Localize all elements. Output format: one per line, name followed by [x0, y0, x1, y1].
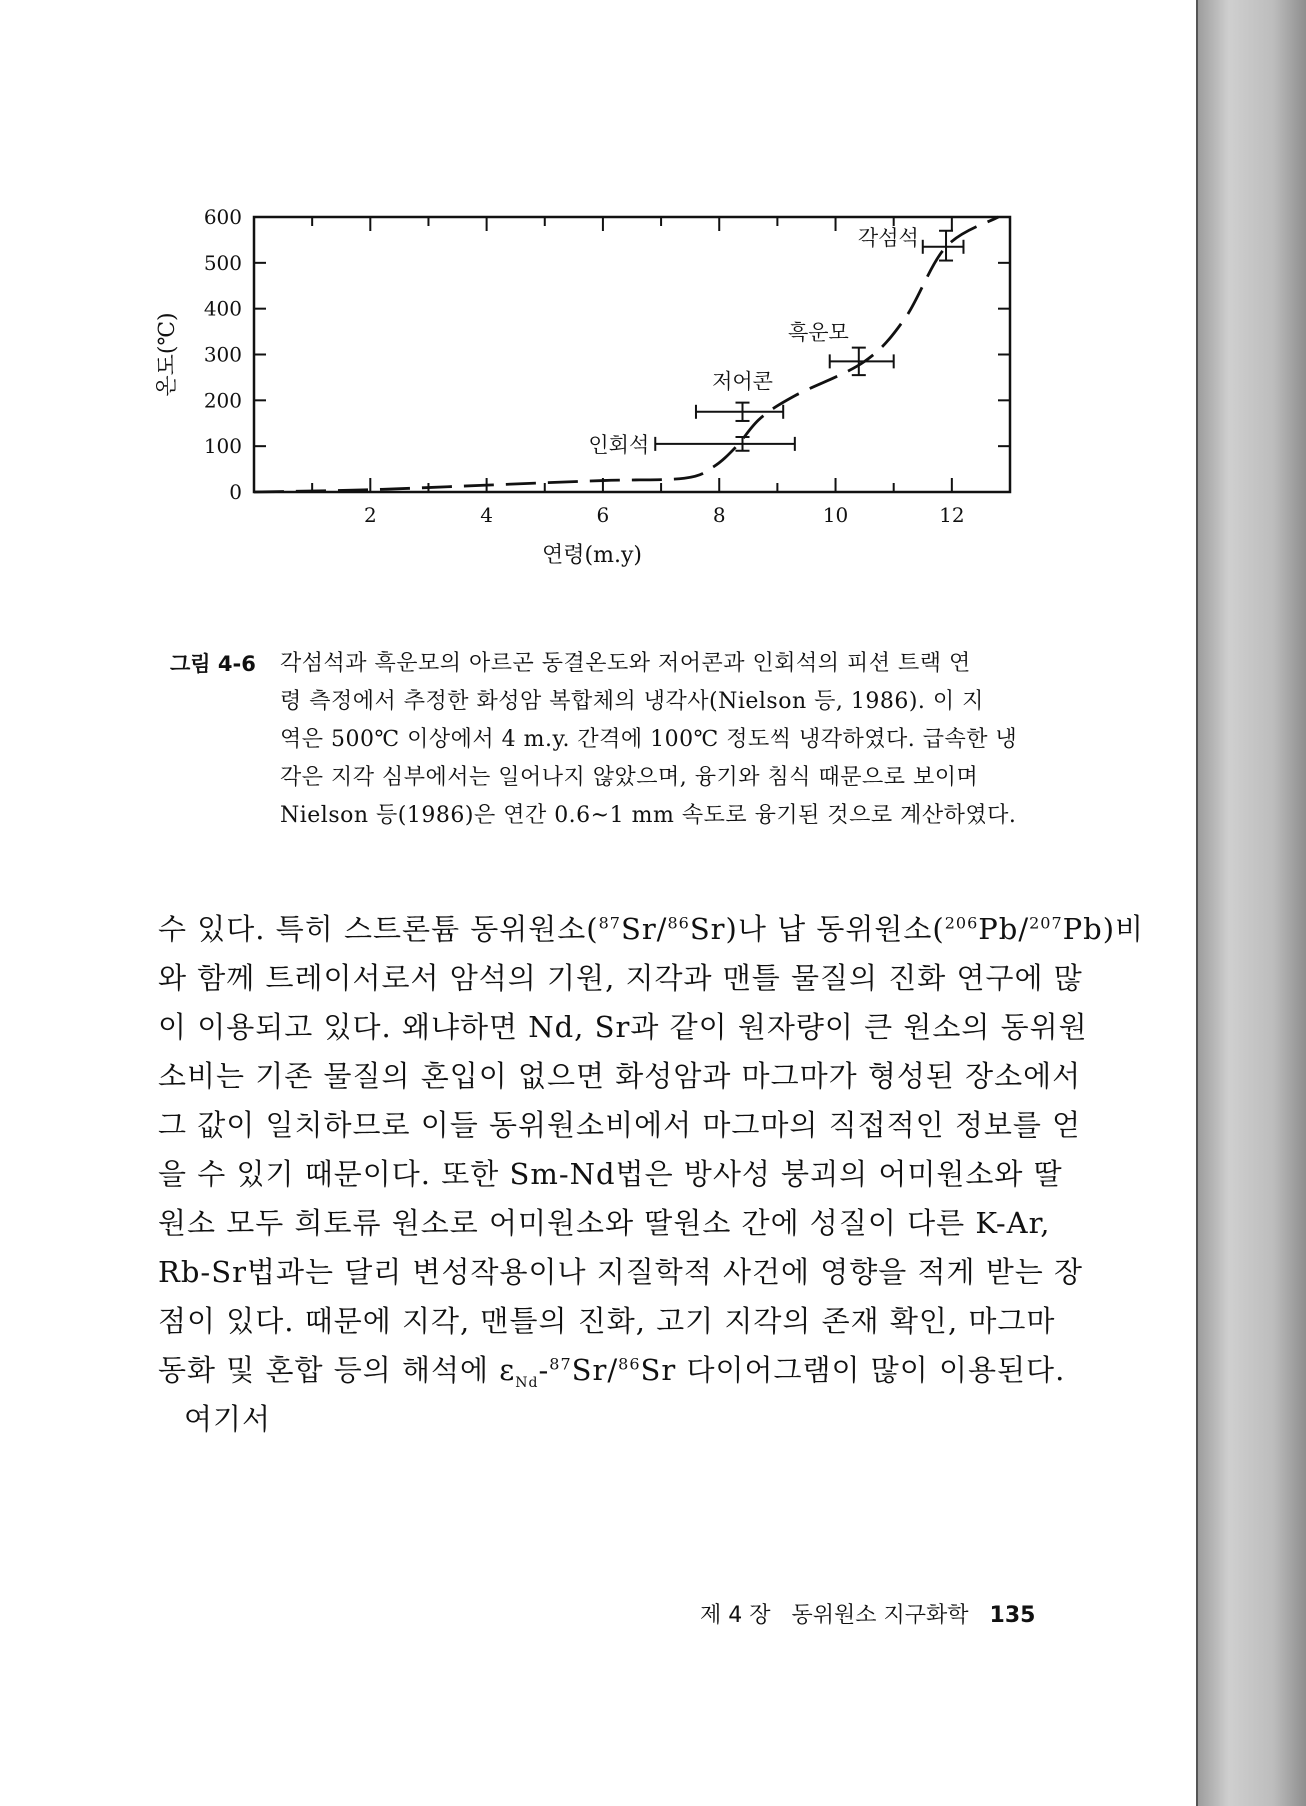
body-line: 와 함께 트레이서로서 암석의 기원, 지각과 맨틀 물질의 진화 연구에 많 — [158, 961, 1083, 995]
caption-line: 역은 500℃ 이상에서 4 m.y. 간격에 100℃ 정도씩 냉각하였다. 급속한 냉 — [280, 727, 1018, 752]
caption-line: Nielson 등(1986)은 연간 0.6~1 mm 속도로 융기된 것으로 계산하였다. — [280, 803, 1017, 828]
body-line: 이 이용되고 있다. 왜냐하면 Nd, Sr과 같이 원자량이 큰 원소의 동위원 — [158, 1010, 1088, 1044]
page-footer — [700, 1598, 1049, 1629]
x-tick-label: 2 — [363, 503, 377, 527]
chart-svg — [150, 195, 1030, 625]
point-label: 흑운모 — [787, 320, 849, 345]
body-line: 여기서 — [184, 1402, 272, 1436]
book-spine-edge — [1196, 0, 1306, 1806]
chapter-label: 제 4 장 — [700, 1603, 771, 1628]
cooling-history-chart — [150, 195, 1030, 625]
body-line: 소비는 기존 물질의 혼입이 없으면 화성암과 마그마가 형성된 장소에서 — [158, 1059, 1082, 1093]
figure-caption — [170, 645, 1050, 835]
x-tick-label: 8 — [712, 503, 726, 527]
x-tick-label: 6 — [596, 503, 610, 527]
y-axis-label: 온도(℃) — [155, 312, 180, 397]
y-tick-label: 500 — [203, 250, 242, 275]
point-label: 저어콘 — [712, 369, 773, 394]
body-line: 그 값이 일치하므로 이들 동위원소비에서 마그마의 직접적인 정보를 얻 — [158, 1108, 1082, 1142]
y-tick-label: 100 — [203, 434, 242, 459]
body-line: 을 수 있기 때문이다. 또한 Sm-Nd법은 방사성 붕괴의 어미원소와 딸 — [158, 1157, 1063, 1191]
figure-label: 그림 4-6 — [170, 652, 256, 676]
body-line: 원소 모두 희토류 원소로 어미원소와 딸원소 간에 성질이 다른 K-Ar, — [158, 1206, 1051, 1240]
x-tick-label: 10 — [822, 503, 849, 527]
x-tick-label: 4 — [480, 503, 493, 527]
y-tick-label: 300 — [203, 342, 242, 367]
caption-line: 령 측정에서 추정한 화성암 복합체의 냉각사(Nielson 등, 1986). 이 지 — [280, 689, 984, 714]
body-line: Rb-Sr법과는 달리 변성작용이나 지질학적 사건에 영향을 적게 받는 장 — [158, 1255, 1084, 1289]
caption-line: 각은 지각 심부에서는 일어나지 않았으며, 융기와 침식 때문으로 보이며 — [280, 765, 979, 790]
y-tick-label: 200 — [203, 388, 242, 413]
x-tick-label: 12 — [939, 503, 965, 527]
body-line: 수 있다. 특히 스트론튬 동위원소($^{87}$Sr/$^{86}$Sr)나 납 동위원소($^{206}$Pb/$^{207}$Pb)비 — [158, 912, 1145, 946]
y-tick-label: 400 — [203, 296, 242, 321]
body-line: 점이 있다. 때문에 지각, 맨틀의 진화, 고기 지각의 존재 확인, 마그마 — [158, 1304, 1056, 1338]
caption-line: 각섬석과 흑운모의 아르곤 동결온도와 저어콘과 인회석의 피션 트랙 연 — [280, 651, 971, 676]
x-axis-label: 연령(m.y) — [542, 543, 642, 568]
caption-text — [280, 645, 1050, 835]
body-paragraph — [158, 905, 1145, 1444]
page-number: 135 — [989, 1603, 1036, 1628]
y-tick-label: 600 — [203, 205, 242, 229]
y-tick-label: 0 — [229, 480, 242, 504]
chapter-title: 동위원소 지구화학 — [791, 1603, 969, 1628]
body-line: 동화 및 혼합 등의 해석에 $\varepsilon_{Nd}-^{87}Sr/^{86}Sr$ 다이어그램이 많이 이용된다. — [158, 1353, 1066, 1391]
point-label: 인회석 — [588, 432, 650, 457]
point-label: 각섬석 — [857, 225, 919, 250]
